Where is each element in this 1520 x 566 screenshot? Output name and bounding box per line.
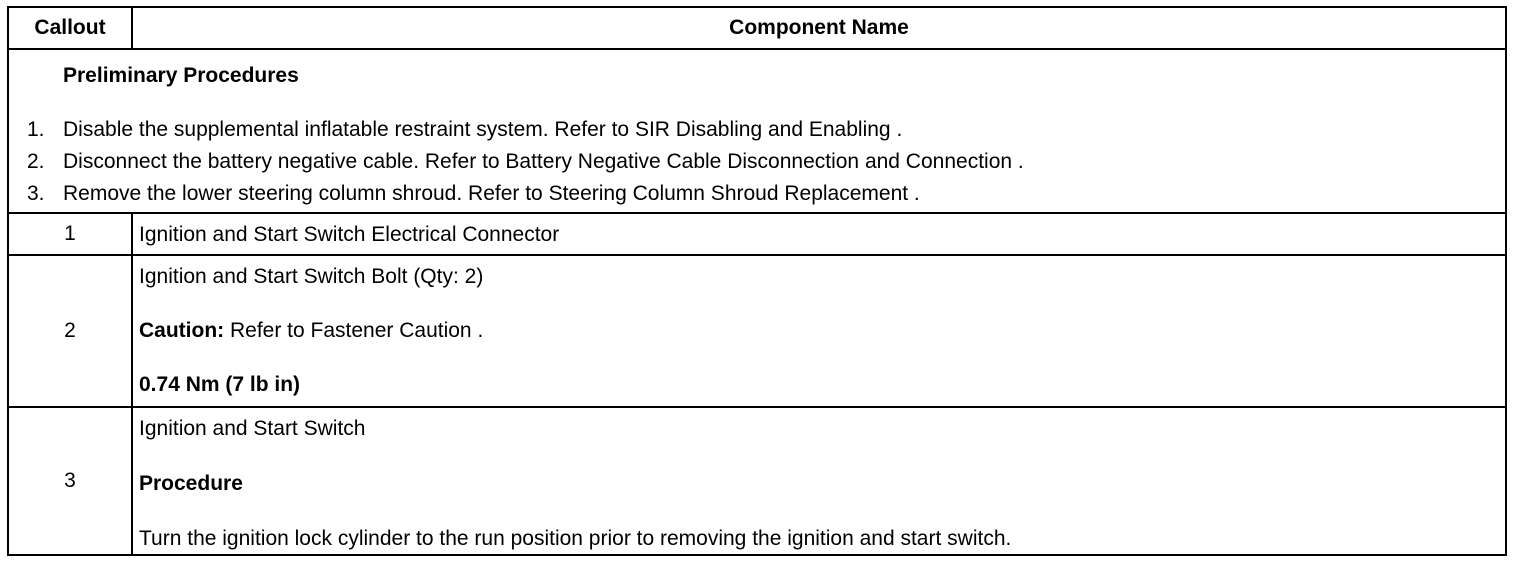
component-cell: [133, 408, 1505, 554]
component-name: Ignition and Start Switch Electrical Connector: [139, 223, 560, 246]
component-cell: [133, 256, 1505, 406]
component-name-column-header: Component Name: [729, 16, 909, 39]
step-number: 1.: [27, 118, 45, 141]
component-table: [7, 6, 1507, 556]
preliminary-procedures-title: Preliminary Procedures: [63, 64, 299, 87]
callout-number: 3: [9, 408, 133, 554]
procedure-text: Turn the ignition lock cylinder to the run position prior to removing the ignition and start switch.: [139, 527, 1012, 550]
caution-label: Caution:: [139, 319, 225, 342]
torque-spec: 0.74 Nm (7 lb in): [139, 373, 301, 396]
callout-number: 2: [9, 256, 133, 406]
step-number: 3.: [27, 182, 45, 205]
preliminary-step: [27, 182, 920, 206]
table-row: [9, 214, 1505, 256]
component-cell: [133, 214, 1505, 254]
table-header-row: [9, 8, 1505, 50]
preliminary-step: [27, 118, 902, 142]
step-text: Remove the lower steering column shroud. Refer to Steering Column Shroud Replacement .: [63, 182, 920, 205]
preliminary-procedures-row: [9, 50, 1505, 214]
step-number: 2.: [27, 150, 45, 173]
callout-number: 1: [9, 214, 133, 254]
table-row: [9, 408, 1505, 554]
component-name: Ignition and Start Switch: [139, 417, 366, 440]
procedure-label: Procedure: [139, 472, 243, 495]
component-name: Ignition and Start Switch Bolt (Qty: 2): [139, 265, 484, 288]
callout-column-header: Callout: [9, 8, 133, 48]
table-row: [9, 256, 1505, 408]
step-text: Disconnect the battery negative cable. Refer to Battery Negative Cable Disconnection and Connection .: [63, 150, 1024, 173]
preliminary-step: [27, 150, 1024, 174]
caution-text: Refer to Fastener Caution .: [224, 319, 484, 342]
step-text: Disable the supplemental inflatable restraint system. Refer to SIR Disabling and Enabling .: [63, 118, 903, 141]
caution-note: [139, 319, 483, 343]
